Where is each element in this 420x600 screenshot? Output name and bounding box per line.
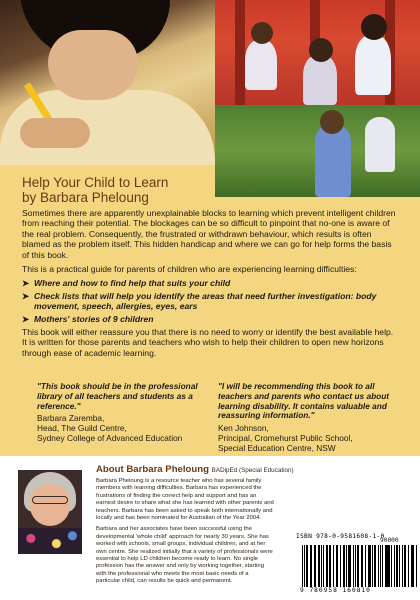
barcode-bar [323,545,324,587]
barcode-bar [372,545,373,587]
barcode-bar [365,545,367,587]
barcode-bar [355,545,356,587]
boy-running-photo [215,105,420,197]
barcode-bar [306,545,308,587]
about-paragraph-1: Barbara Pheloung is a resource teacher who has several family members with learning difficulties. Barbara has experienced the frustrations of finding the correct help and support and has an earnest desire to share what she has learned with other parents and teachers. Barbara has been asked to speak both internationally and locally and has been nominated for Australian of the Year 2004. [96,478,274,522]
about-paragraph-2: Barbara and her associates have been successful using the developmental 'whole child' approach for nearly 30 years. She has worked with schools, small groups, individual children, and at her own centre. She realized initially that a variety of professionals were essential to help LD children become ready to learn. No single profession has the answer and only by working together, starting with the professional who meets the most basic needs of a particular child, can results be quick and permanent. [96,526,273,585]
price-code: 90000 [380,537,399,544]
feature-item: ➤ Check lists that will help you identify the areas that need further investigation: body movement, speech, allergies, eyes, ears [22,290,377,312]
title-line-1: Help Your Child to Learn [22,175,169,190]
barcode-bar [357,545,359,587]
barcode-bars [302,545,419,587]
barcode-bar [314,545,317,587]
barcode-bar [404,545,407,587]
barcode-number: 9 780958 160810 [300,587,371,594]
barcode-bar [333,545,334,587]
barcode-bar [413,545,414,587]
testimonial-johnson [218,382,403,454]
about-text [96,478,274,590]
barcode-bar [374,545,376,587]
quote-author: Ken Johnson, [218,423,269,434]
quote-role: Head, The Guild Centre, [37,423,127,434]
barcode-bar [396,545,398,587]
quote-org: Special Education Centre, NSW [218,442,336,453]
feature-item: ➤ Mothers' stories of 9 children [22,313,154,324]
intro-paragraph: Sometimes there are apparently unexplainable blocks to learning which prevent intelligent children from reaching their potential. The blockages can be so difficult to pinpoint that no-one is aware of the real problem. Consequently, the frustrated or withdrawn behaviour, which results is often blamed as the problem itself. This hidden handicap and where we can go for help forms the basis of this book. [22,208,396,260]
guide-paragraph: This is a practical guide for parents of children who are experiencing learning difficulties: [22,264,357,275]
barcode-bar [348,545,351,587]
barcode-bar [399,545,400,587]
author-portrait [18,470,82,554]
barcode-bar [416,545,417,587]
quote-text: "I will be recommending this book to all teachers and parents who contact us about learning disability. It contains valuable and reassuring information." [218,381,390,421]
barcode-bar [388,545,390,587]
barcode-bar [304,545,305,587]
about-heading: About Barbara Pheloung BADipEd (Special Education) [96,464,294,475]
barcode-bar [385,545,388,587]
feature-item: ➤ Where and how to find help that suits your child [22,278,231,289]
barcode-bar [340,545,342,587]
arrow-icon: ➤ [22,290,30,301]
arrow-icon: ➤ [22,313,30,324]
barcode [296,545,408,595]
quote-role: Principal, Cromehurst Public School, [218,432,353,443]
barcode-bar [346,545,347,587]
barcode-bar [368,545,371,587]
barcode-bar [382,545,383,587]
title-line-2: by Barbara Pheloung [22,190,149,205]
feature-list [22,278,400,324]
barcode-bar [329,545,332,587]
barcode-bar [391,545,392,587]
barcode-bar [337,545,338,587]
isbn-label: ISBN 978-0-9581608-1-0 [296,533,385,540]
closing-paragraph: This book will either reassure you that there is no need to worry or identify the best available help. It is written for those parents and teachers who wish to help their children to open new horizons through ease of academic learning. [22,327,394,358]
description [22,208,400,362]
barcode-bar [380,545,381,587]
barcode-bar [362,545,363,587]
testimonial-zaremba [37,382,217,444]
arrow-icon: ➤ [22,278,30,289]
quote-author: Barbara Zaremba, [37,413,105,424]
barcode-bar [408,545,409,587]
quote-org: Sydney College of Advanced Education [37,432,183,443]
children-on-climbing-frame-photo [215,0,420,105]
barcode-bar [321,545,322,587]
barcode-bar [311,545,312,587]
quote-text: "This book should be in the professional library of all teachers and students as a reference." [37,381,198,411]
child-writing-photo [0,0,215,165]
author-credentials: BADipEd (Special Education) [211,467,294,474]
book-title [22,175,222,205]
